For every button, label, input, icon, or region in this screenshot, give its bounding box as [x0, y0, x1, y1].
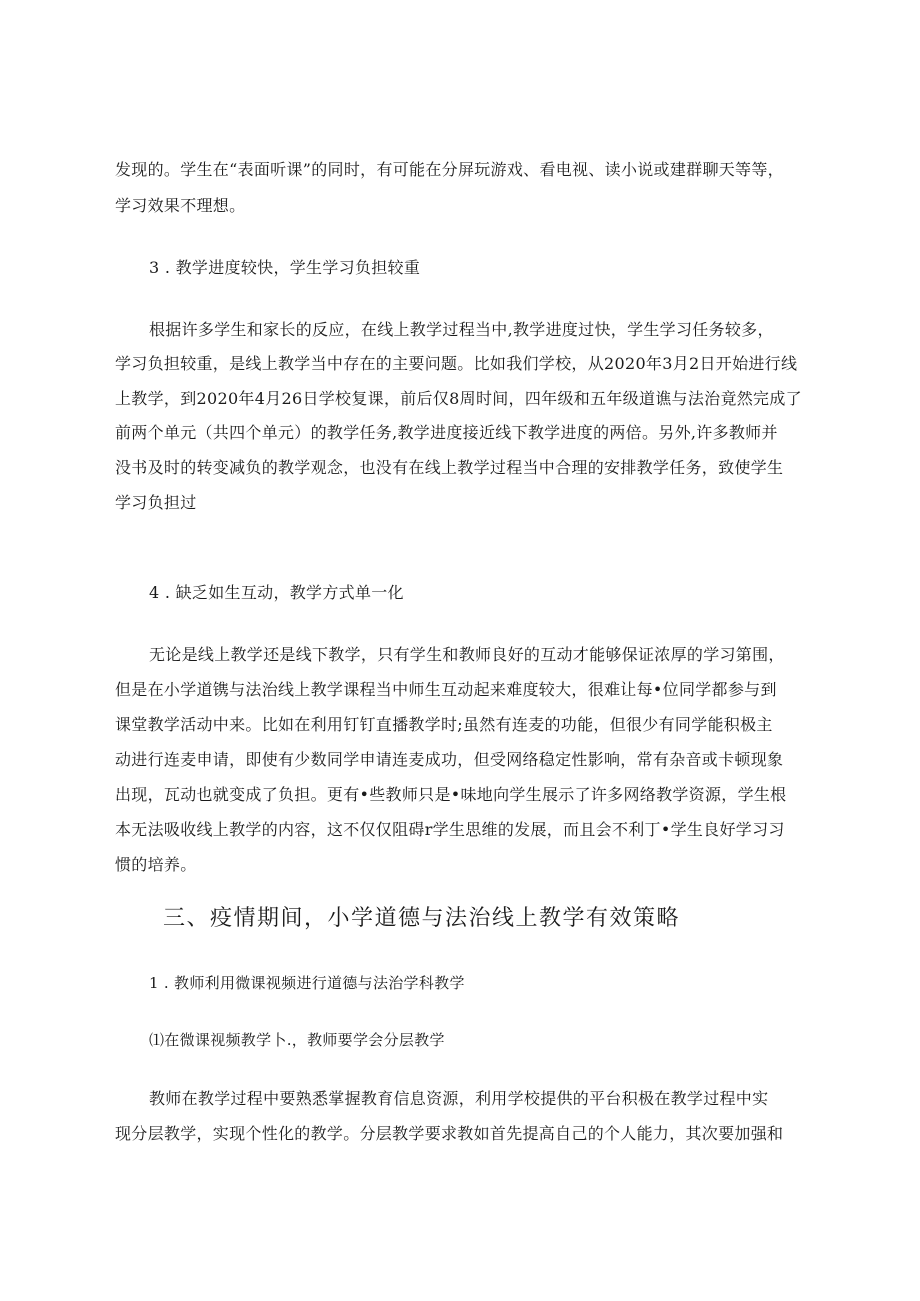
paragraph-line: 教师在教学过程中要熟悉掌握教育信息资源，利用学校提供的平台积极在教学过程中实	[149, 1089, 769, 1108]
paragraph-line: 学习效果不理想。	[115, 196, 246, 215]
paragraph-line: 课堂教学活动中来。比如在利用钉钉直播教学时;虽然有连麦的功能，但很少有同学能积极主	[115, 715, 773, 734]
subheading-3: 3 . 教学进度较快，学生学习负担较重	[149, 258, 421, 277]
paragraph-line: 出现，瓦动也就变成了负担。更有•些教师只是•味地向学生展示了许多网络教学资源，学生根	[115, 785, 787, 804]
section-heading: 三、疫情期间，小学道德与法治线上教学有效策略	[163, 906, 681, 931]
paragraph-line: 上教学，到2020年4月26日学校复课，前后仅8周时间，四年级和五年级道谯与法治竟然完成了	[115, 389, 802, 408]
paragraph-line: 前两个单元（共四个单元）的教学任务,教学进度接近线下教学进度的两倍。另外,许多教师并	[115, 423, 778, 442]
paragraph-line: 现分层教学，实现个性化的教学。分层教学要求教如首先提高自己的个人能力，其次要加强和	[115, 1124, 784, 1143]
paragraph-line: 本无法吸收线上教学的内容，这不仅仅阻碍r学生思维的发展，而且会不利丁•学生良好学习习	[115, 820, 785, 839]
paragraph-line: 惯的培养。	[115, 855, 197, 874]
subheading-1: 1 . 教师利用微课视频进行道德与法治学科教学	[149, 974, 465, 992]
paragraph-line: 学习负担较重，是线上教学当中存在的主要问题。比如我们学校，从2020年3月2日开始进行线	[115, 354, 798, 373]
paragraph-line: 没书及时的转变减负的教学观念，也没有在线上教学过程当中合理的安排教学任务，致使学生	[115, 458, 784, 477]
paragraph-line: 根据许多学生和家长的反应，在线上教学过程当中,教学进度过快，学生学习任务较多，	[149, 320, 774, 339]
subheading-4: 4 . 缺乏如生互动，教学方式单一化	[149, 583, 404, 602]
paragraph-line: 无论是线上教学还是线下教学，只有学生和教师良好的互动才能够保证浓厚的学习第围，	[149, 645, 785, 664]
paragraph-line: 但是在小学道镌与法治线上教学课程当中师生互动起来难度较大，很难让每•位同学都参与到	[115, 680, 777, 699]
subheading-1a: ⑴在微课视频教学卜.，教师要学会分层教学	[149, 1031, 445, 1049]
paragraph-line: 学习负担过	[115, 493, 197, 512]
paragraph-line: 发现的。学生在“表面听课”的同时，有可能在分屏玩游戏、看电视、读小说或建群聊天等等，	[115, 160, 784, 179]
paragraph-line: 动进行连麦申请，即使有少数同学申请连麦成功，但受网络稳定性影响，常有杂音或卡顿现象	[115, 750, 784, 769]
